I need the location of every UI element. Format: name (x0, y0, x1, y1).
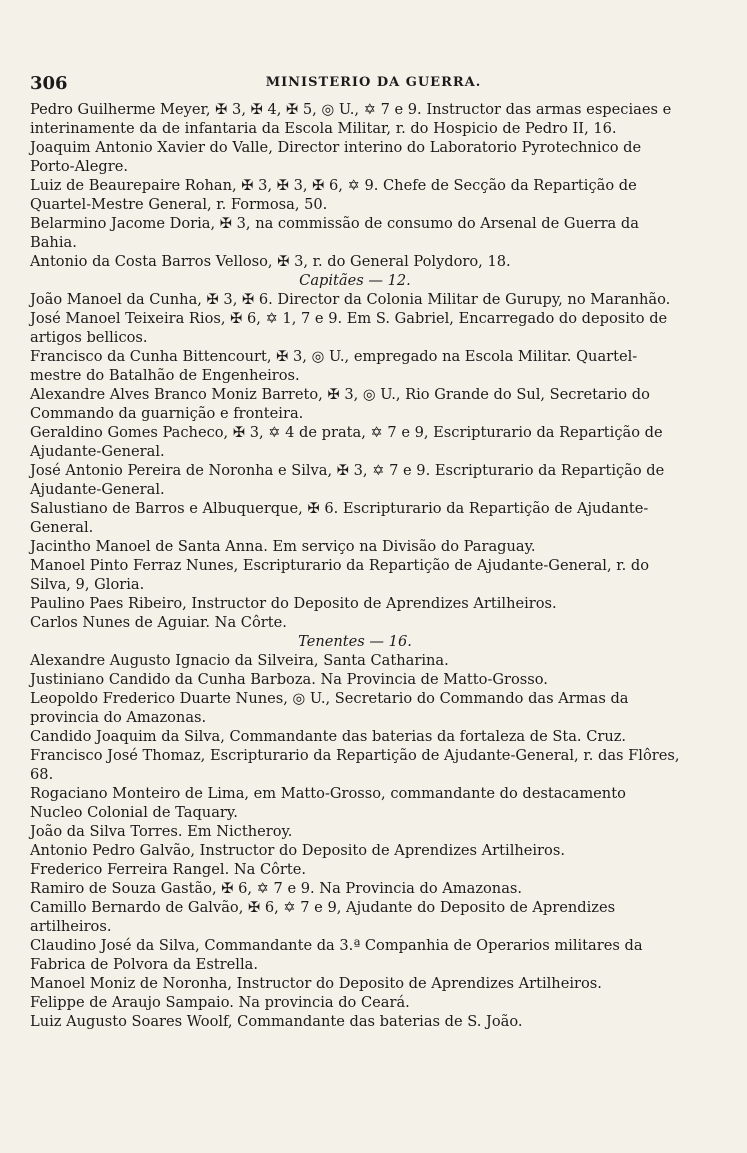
entry-text: Alexandre Augusto Ignacio da Silveira, Santa Catharina. (30, 652, 449, 669)
entry-text: Geraldino Gomes Pacheco, ✠ 3, ✡ 4 de prata, ✡ 7 e 9, Escripturario da Repartição de Ajudante-General. (30, 424, 663, 460)
entry-text: Jacintho Manoel de Santa Anna. Em serviço na Divisão do Paraguay. (30, 538, 536, 555)
entry-joao-cunha (30, 290, 680, 309)
running-title: MINISTERIO DA GUERRA. (265, 75, 482, 90)
entry-rogaciano-lima (30, 784, 680, 822)
page-number: 306 (30, 73, 68, 94)
entry-leopoldo-nunes (30, 689, 680, 727)
entry-luiz-rohan (30, 176, 680, 214)
entry-text: João Manoel da Cunha, ✠ 3, ✠ 6. Director da Colonia Militar de Gurupy, no Maranhão. (30, 291, 671, 308)
entry-text: Paulino Paes Ribeiro, Instructor do Deposito de Aprendizes Artilheiros. (30, 595, 557, 612)
entry-text: José Manoel Teixeira Rios, ✠ 6, ✡ 1, 7 e 9. Em S. Gabriel, Encarregado do deposito de artigos bellicos. (30, 310, 668, 346)
entry-luiz-woolf (30, 1012, 680, 1031)
entry-text: Leopoldo Frederico Duarte Nunes, ◎ U., Secretario do Commando das Armas da provincia do Amazonas. (30, 690, 629, 726)
entry-antonio-galvao (30, 841, 680, 860)
entry-felippe-sampaio (30, 993, 680, 1012)
entry-alexandre-barreto (30, 385, 680, 423)
entry-jose-rios (30, 309, 680, 347)
entry-ramiro-gastao (30, 879, 680, 898)
entry-text: Manoel Moniz de Noronha, Instructor do Deposito de Aprendizes Artilheiros. (30, 975, 602, 992)
entry-text: Candido Joaquim da Silva, Commandante das baterias da fortaleza de Sta. Cruz. (30, 728, 627, 745)
entry-text: Luiz de Beaurepaire Rohan, ✠ 3, ✠ 3, ✠ 6, ✡ 9. Chefe de Secção da Repartição de Quartel-Mestre General, r. Formosa, 50. (30, 177, 637, 213)
entry-geraldino-pacheco (30, 423, 680, 461)
entry-salustiano-albuquerque (30, 499, 680, 537)
entry-alexandre-silveira (30, 651, 680, 670)
entry-text: Carlos Nunes de Aguiar. Na Côrte. (30, 614, 287, 631)
entry-text: Joaquim Antonio Xavier do Valle, Director interino do Laboratorio Pyrotechnico de Porto-Alegre. (30, 139, 642, 175)
entry-text: José Antonio Pereira de Noronha e Silva, ✠ 3, ✡ 7 e 9. Escripturario da Repartição de Ajudante-General. (30, 462, 665, 498)
entry-text: Frederico Ferreira Rangel. Na Côrte. (30, 861, 307, 878)
entry-text: Ramiro de Souza Gastão, ✠ 6, ✡ 7 e 9. Na Provincia do Amazonas. (30, 880, 523, 897)
entry-manoel-noronha (30, 974, 680, 993)
entry-jacintho-anna (30, 537, 680, 556)
entry-text: Felippe de Araujo Sampaio. Na provincia do Ceará. (30, 994, 410, 1011)
entry-text: Francisco da Cunha Bittencourt, ✠ 3, ◎ U., empregado na Escola Militar. Quartel-mestre do Batalhão de Engenheiros. (30, 348, 638, 384)
entry-paulino-ribeiro (30, 594, 680, 613)
entry-text: João da Silva Torres. Em Nictheroy. (30, 823, 293, 840)
page-header (30, 73, 717, 99)
entry-claudino-silva (30, 936, 680, 974)
entry-francisco-thomaz (30, 746, 680, 784)
entry-joaquim-valle (30, 138, 680, 176)
entry-joao-torres (30, 822, 680, 841)
entry-text: Rogaciano Monteiro de Lima, em Matto-Grosso, commandante do destacamento Nucleo Colonial de Taquary. (30, 785, 626, 821)
entry-text: Alexandre Alves Branco Moniz Barreto, ✠ 3, ◎ U., Rio Grande do Sul, Secretario do Commando da guarnição e fronteira. (30, 386, 650, 422)
text-body (30, 100, 680, 1031)
entry-text: Justiniano Candido da Cunha Barboza. Na Provincia de Matto-Grosso. (30, 671, 548, 688)
entry-text: Pedro Guilherme Meyer, ✠ 3, ✠ 4, ✠ 5, ◎ U., ✡ 7 e 9. Instructor das armas especiaes e interinamente da de infantaria da Escola Militar, r. do Hospicio de Pedro II, 16. (30, 101, 672, 137)
entry-pedro-meyer (30, 100, 680, 138)
entry-jose-noronha (30, 461, 680, 499)
entry-francisco-bittencourt (30, 347, 680, 385)
entry-frederico-rangel (30, 860, 680, 879)
section-heading-tenentes: Tenentes — 16. (298, 633, 412, 650)
entry-belarmino-doria (30, 214, 680, 252)
entry-text: Antonio Pedro Galvão, Instructor do Deposito de Aprendizes Artilheiros. (30, 842, 565, 859)
entry-text: Belarmino Jacome Doria, ✠ 3, na commissão de consumo do Arsenal de Guerra da Bahia. (30, 215, 639, 251)
entry-text: Claudino José da Silva, Commandante da 3.ª Companhia de Operarios militares da Fabrica de Polvora da Estrella. (30, 937, 643, 973)
entry-justiniano-barboza (30, 670, 680, 689)
entry-text: Camillo Bernardo de Galvão, ✠ 6, ✡ 7 e 9, Ajudante do Deposito de Aprendizes artilheiros. (30, 899, 616, 935)
entry-text: Antonio da Costa Barros Velloso, ✠ 3, r. do General Polydoro, 18. (30, 253, 511, 270)
entry-text: Francisco José Thomaz, Escripturario da Repartição de Ajudante-General, r. das Flôres, 68. (30, 747, 680, 783)
entry-camillo-galvao (30, 898, 680, 936)
entry-text: Salustiano de Barros e Albuquerque, ✠ 6. Escripturario da Repartição de Ajudante-General. (30, 500, 649, 536)
entry-text: Manoel Pinto Ferraz Nunes, Escripturario da Repartição de Ajudante-General, r. do Silva, 9, Gloria. (30, 557, 650, 593)
entry-antonio-velloso (30, 252, 680, 271)
entry-carlos-aguiar (30, 613, 680, 632)
section-heading-capitaes: Capitães — 12. (299, 272, 411, 289)
entry-text: Luiz Augusto Soares Woolf, Commandante das baterias de S. João. (30, 1013, 523, 1030)
entry-manoel-nunes (30, 556, 680, 594)
entry-candido-silva (30, 727, 680, 746)
